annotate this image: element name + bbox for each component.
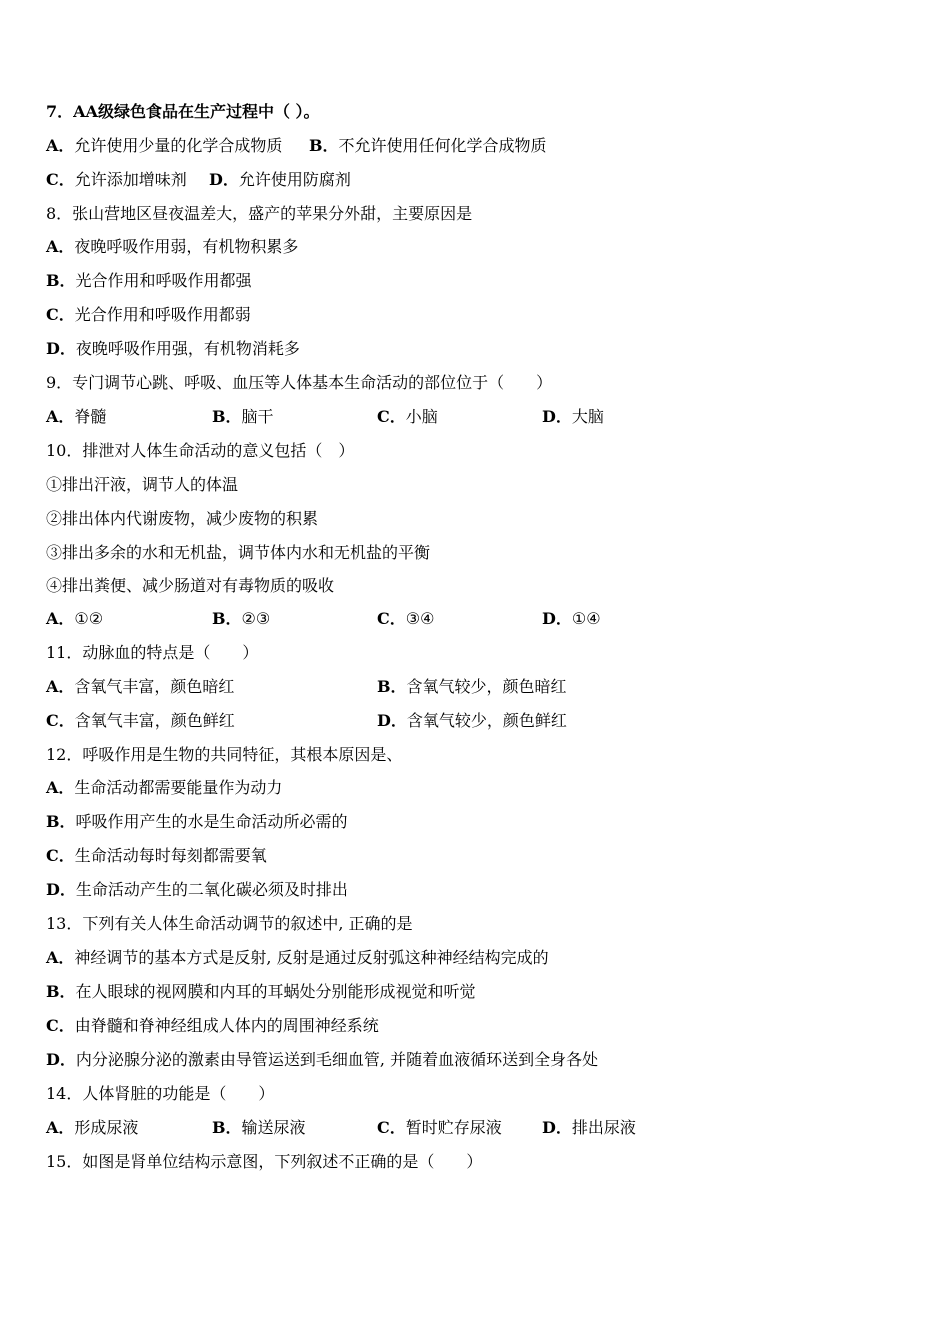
question-12-option-d: D．生命活动产生的二氧化碳必须及时排出 — [46, 880, 348, 899]
question-12-option-a: A．生命活动都需要能量作为动力 — [46, 778, 283, 797]
question-8-option-b: B．光合作用和呼吸作用都强 — [46, 271, 252, 290]
question-11-stem: 11．动脉血的特点是（ ） — [46, 643, 259, 662]
question-7-option-b: B．不允许使用任何化学合成物质 — [309, 136, 547, 155]
question-15-stem: 15．如图是肾单位结构示意图，下列叙述不正确的是（ ） — [46, 1152, 483, 1171]
question-11-option-c: C．含氧气丰富，颜色鲜红 — [46, 711, 235, 730]
question-10-statement-2: ②排出体内代谢废物，减少废物的积累 — [46, 509, 319, 528]
question-11-option-a: A．含氧气丰富，颜色暗红 — [46, 677, 235, 696]
question-10-option-b: B．②③ — [212, 609, 271, 628]
question-13-option-d: D．内分泌腺分泌的激素由导管运送到毛细血管, 并随着血液循环送到全身各处 — [46, 1050, 599, 1069]
question-7-option-c: C．允许添加增味剂 — [46, 170, 187, 189]
question-7-stem: 7．AA级绿色食品在生产过程中（ ）。 — [46, 102, 320, 121]
question-8-option-d: D．夜晚呼吸作用强，有机物消耗多 — [46, 339, 300, 358]
question-9-option-d: D．大脑 — [542, 407, 604, 426]
question-13-option-a: A．神经调节的基本方式是反射, 反射是通过反射弧这种神经结构完成的 — [46, 948, 549, 967]
question-8-option-c: C．光合作用和呼吸作用都弱 — [46, 305, 251, 324]
question-9-option-c: C．小脑 — [377, 407, 438, 426]
question-8-stem: 8．张山营地区昼夜温差大，盛产的苹果分外甜，主要原因是 — [46, 204, 473, 223]
question-8-option-a: A．夜晚呼吸作用弱，有机物积累多 — [46, 237, 299, 256]
question-12-option-c: C．生命活动每时每刻都需要氧 — [46, 846, 267, 865]
question-7-option-d: D．允许使用防腐剂 — [209, 170, 351, 189]
question-14-option-d: D．排出尿液 — [542, 1118, 636, 1137]
question-12-option-b: B．呼吸作用产生的水是生命活动所必需的 — [46, 812, 348, 831]
question-9-option-a: A．脊髓 — [46, 407, 107, 426]
question-9-option-b: B．脑干 — [212, 407, 274, 426]
question-10-option-d: D．①④ — [542, 609, 601, 628]
question-10-option-c: C．③④ — [377, 609, 435, 628]
question-10-statement-1: ①排出汗液，调节人的体温 — [46, 475, 239, 494]
question-14-option-b: B．输送尿液 — [212, 1118, 306, 1137]
question-13-option-c: C．由脊髓和脊神经组成人体内的周围神经系统 — [46, 1016, 379, 1035]
question-14-option-c: C．暂时贮存尿液 — [377, 1118, 502, 1137]
question-12-stem: 12．呼吸作用是生物的共同特征，其根本原因是、 — [46, 745, 403, 764]
question-13-stem: 13．下列有关人体生命活动调节的叙述中, 正确的是 — [46, 914, 413, 933]
question-9-stem: 9．专门调节心跳、呼吸、血压等人体基本生命活动的部位位于（ ） — [46, 373, 553, 392]
question-7-option-a: A．允许使用少量的化学合成物质 — [46, 136, 283, 155]
question-14-option-a: A．形成尿液 — [46, 1118, 139, 1137]
question-10-statement-3: ③排出多余的水和无机盐，调节体内水和无机盐的平衡 — [46, 543, 431, 562]
question-10-option-a: A．①② — [46, 609, 104, 628]
question-10-statement-4: ④排出粪便、减少肠道对有毒物质的吸收 — [46, 576, 335, 595]
question-11-option-b: B．含氧气较少，颜色暗红 — [377, 677, 567, 696]
question-10-stem: 10．排泄对人体生命活动的意义包括（ ） — [46, 441, 355, 460]
question-13-option-b: B．在人眼球的视网膜和内耳的耳蜗处分别能形成视觉和听觉 — [46, 982, 476, 1001]
question-14-stem: 14．人体肾脏的功能是（ ） — [46, 1084, 275, 1103]
question-11-option-d: D．含氧气较少，颜色鲜红 — [377, 711, 567, 730]
